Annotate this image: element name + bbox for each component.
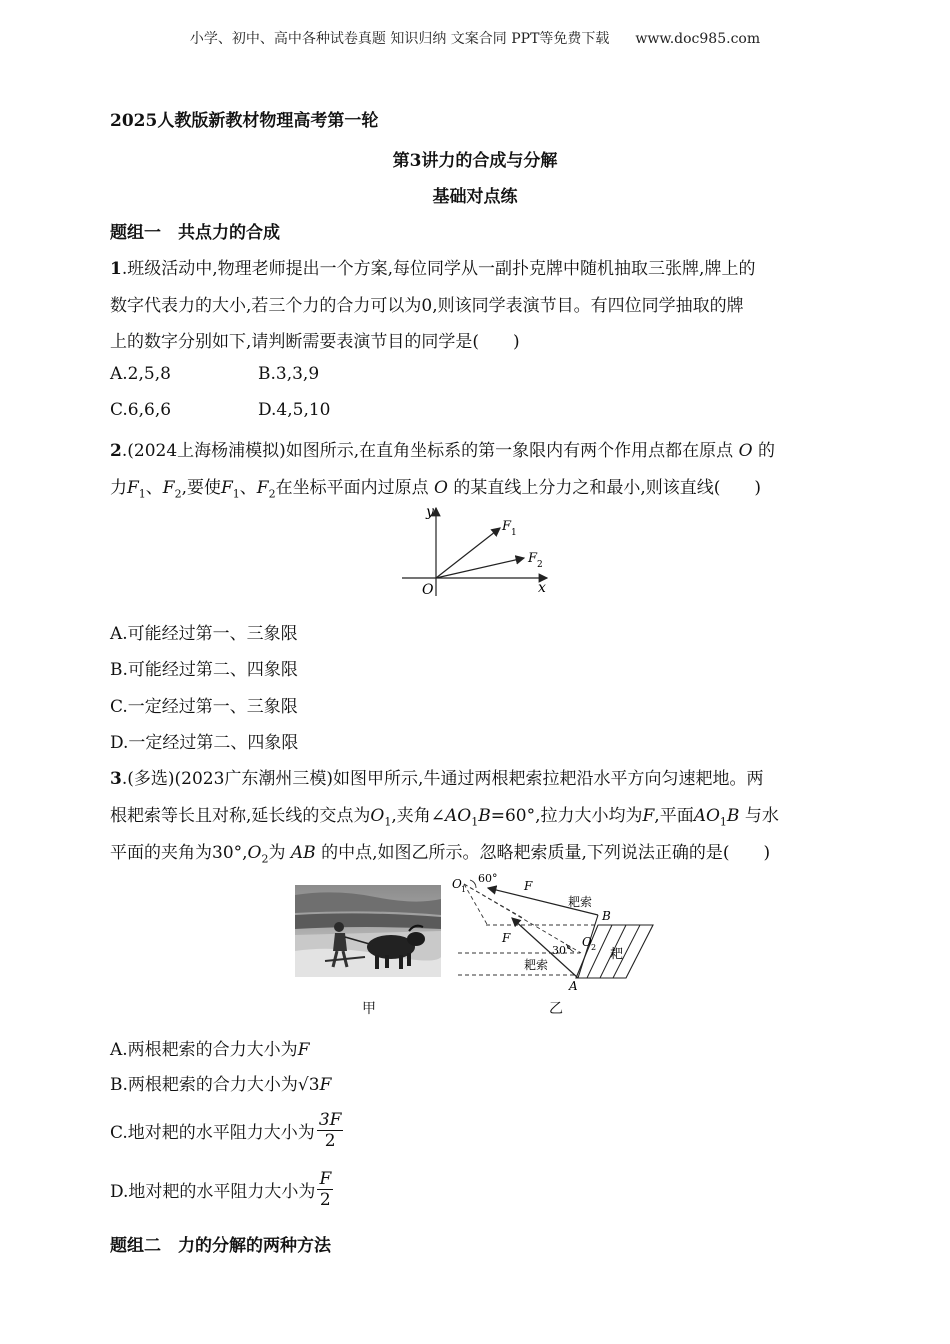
q3-line-3 [110, 838, 770, 865]
q3-text-2d: ,平面 [654, 806, 694, 826]
q3-text-2c: =60°,拉力大小均为 [490, 806, 643, 826]
q1-option-c: C.6,6,6 [110, 400, 172, 420]
q2-var-f1b: F [221, 478, 233, 498]
q2-var-f2b: F [256, 478, 269, 498]
x-axis-label: x [538, 580, 546, 596]
q3-a-var: F [297, 1040, 310, 1060]
q1-text-1: .班级活动中,物理老师提出一个方案,每位同学从一副扑克牌中随机抽取三张牌,牌上的 [121, 259, 756, 279]
q2-text-1a: .(2024上海杨浦模拟)如图所示,在直角坐标系的第一象限内有两个作用点都在原点 [121, 441, 734, 461]
q3-var-a2: A [693, 806, 706, 826]
label-f-top: F [524, 879, 533, 893]
q3-option-d [110, 1169, 333, 1210]
q3-c-den: 2 [324, 1131, 336, 1151]
q2-var-f1: F [127, 478, 139, 498]
q3-line-2 [110, 801, 779, 828]
q1-line-1 [110, 254, 755, 279]
q2-line-1 [110, 436, 775, 461]
q3-line-1 [110, 764, 763, 789]
q2-sub-1: 1 [138, 487, 146, 501]
label-f-bottom: F [502, 931, 511, 945]
q3-var-o2: O [247, 843, 262, 863]
q2-var-f2: F [162, 478, 175, 498]
q3-sub-o1: 1 [384, 815, 392, 829]
label-harrow: 耙 [610, 947, 624, 962]
site-banner [0, 28, 950, 48]
q2-var-o2: O [434, 478, 448, 498]
q3-c-text: C.地对耙的水平阻力大小为 [110, 1123, 315, 1143]
q3-text-3c: 的中点,如图乙所示。忽略耙索质量,下列说法正确的是( ) [321, 843, 771, 863]
lesson-title: 第3讲力的合成与分解 [392, 151, 558, 171]
q3-var-b3: B [303, 843, 316, 863]
q3-text-3a: 平面的夹角为30°, [110, 843, 248, 863]
q1-option-a: A.2,5,8 [110, 364, 171, 384]
q3-sub-o1c: 1 [719, 815, 727, 829]
q1-line-3: 上的数字分别如下,请判断需要表演节目的同学是( ) [110, 332, 520, 352]
q3-var-a3: A [290, 843, 304, 863]
q3-var-b2: B [726, 806, 740, 826]
q3-option-b [110, 1070, 331, 1095]
q3-b-root: √3 [297, 1075, 320, 1095]
section-title: 基础对点练 [432, 187, 518, 207]
caption-yi: 乙 [549, 1001, 563, 1017]
q2-text-2d: 的某直线上分力之和最小,则该直线( ) [453, 478, 762, 498]
q3-var-a: A [445, 806, 458, 826]
q2-sep-2: 、 [239, 478, 257, 498]
q3-var-o1: O [370, 806, 385, 826]
q3-option-c [110, 1110, 343, 1151]
q2-sep-1: 、 [145, 478, 163, 498]
q3-var-f: F [642, 806, 655, 826]
q3-option-a [110, 1035, 309, 1060]
label-60-deg: 60° [478, 872, 498, 885]
f2-label: F [528, 551, 538, 566]
q3-photo-farmer-buffalo [295, 885, 441, 977]
q3-sub-o1b: 1 [471, 815, 479, 829]
label-b: B [602, 909, 611, 923]
q2-text-2c: 在坐标平面内过原点 [275, 478, 429, 498]
q2-line-2 [110, 473, 761, 500]
group-heading-2: 题组二 力的分解的两种方法 [110, 1236, 331, 1256]
q2-sub-2: 2 [174, 487, 182, 501]
q2-sub-2b: 2 [268, 487, 276, 501]
q3-b-var: F [319, 1075, 332, 1095]
q3-number: 3 [110, 769, 122, 789]
q3-text-2b: ,夹角∠ [391, 806, 445, 826]
q3-text-1: .(多选)(2023广东潮州三模)如图甲所示,牛通过两根耙索拉耙沿水平方向匀速耙地。两 [121, 769, 764, 789]
label-rope-bottom: 耙索 [524, 958, 549, 972]
label-rope-top: 耙索 [568, 895, 593, 909]
label-30-deg: 30° [552, 944, 572, 957]
q3-text-3b: 为 [268, 843, 286, 863]
caption-jia: 甲 [362, 1001, 376, 1017]
q1-option-b: B.3,3,9 [258, 364, 320, 384]
q2-sub-1b: 1 [232, 487, 240, 501]
q2-text-1b: 的 [757, 441, 775, 461]
f1-sub: 1 [511, 528, 517, 538]
f1-label: F [502, 519, 512, 534]
q3-text-2e: 与水 [744, 806, 779, 826]
q3-b-text: B.两根耙索的合力大小为 [110, 1075, 298, 1095]
q3-d-fraction [317, 1169, 333, 1210]
q3-diagram-harrow [448, 868, 662, 990]
q1-number: 1 [110, 259, 122, 279]
q1-option-d: D.4,5,10 [258, 400, 331, 420]
label-o2-sub: 2 [591, 943, 597, 952]
q2-text-2b: ,要使 [181, 478, 221, 498]
q3-sub-o2: 2 [261, 852, 269, 866]
q2-option-d: D.一定经过第二、四象限 [110, 733, 299, 753]
q1-line-2: 数字代表力的大小,若三个力的合力可以为0,则该同学表演节目。有四位同学抽取的牌 [110, 296, 744, 316]
banner-url[interactable]: www.doc985.com [635, 31, 761, 47]
q3-d-den: 2 [319, 1190, 331, 1210]
label-o1-sub: 1 [461, 885, 467, 894]
q3-a-text: A.两根耙索的合力大小为 [110, 1040, 298, 1060]
q2-number: 2 [110, 441, 122, 461]
q3-d-num: F [319, 1169, 332, 1189]
q2-option-b: B.可能经过第二、四象限 [110, 660, 298, 680]
label-o2: O [582, 935, 592, 949]
q2-var-o: O [738, 441, 753, 461]
f2-sub: 2 [537, 560, 543, 570]
series-title: 2025人教版新教材物理高考第一轮 [110, 111, 379, 131]
label-o1: O [452, 877, 462, 891]
q2-text-2a: 力 [110, 478, 127, 498]
label-a: A [569, 979, 578, 990]
origin-label: O [422, 582, 434, 598]
group-heading-1: 题组一 共点力的合成 [110, 223, 280, 243]
q2-option-a: A.可能经过第一、三象限 [110, 624, 298, 644]
q3-c-fraction [317, 1110, 344, 1151]
y-axis-label: y [426, 504, 434, 520]
q3-var-o1c: O [705, 806, 720, 826]
q3-d-text: D.地对耙的水平阻力大小为 [110, 1182, 316, 1202]
q3-c-num: 3F [318, 1110, 342, 1130]
q2-figure [392, 500, 562, 600]
q3-text-2a: 根耙索等长且对称,延长线的交点为 [110, 806, 371, 826]
q3-var-b: B [478, 806, 491, 826]
q2-option-c: C.一定经过第一、三象限 [110, 697, 298, 717]
q3-var-o1b: O [457, 806, 472, 826]
banner-text: 小学、初中、高中各种试卷真题 知识归纳 文案合同 PPT等免费下载 [189, 31, 610, 47]
